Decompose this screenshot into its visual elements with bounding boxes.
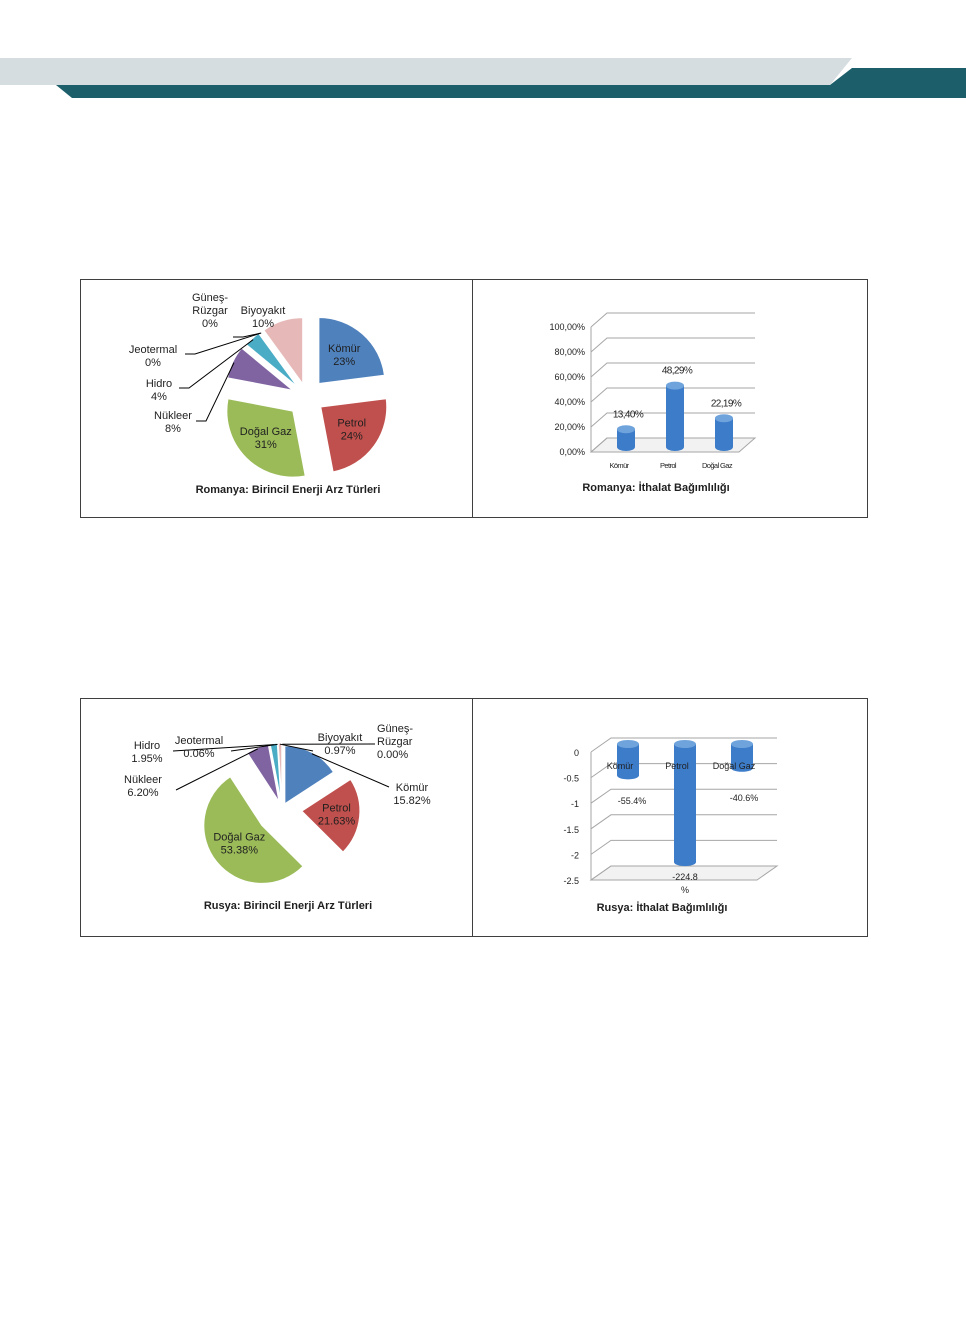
russia-bar-chart — [472, 699, 868, 938]
x-tick-label-petrol: Petrol — [665, 761, 689, 771]
bar-petrol — [666, 386, 684, 451]
bar-dogal-gaz-cap — [731, 740, 753, 748]
romania-bar-panel — [472, 280, 867, 517]
pie-label-dogal-gaz: Doğal Gaz 31% — [239, 426, 292, 452]
pie-label-petrol: Petrol 24% — [337, 417, 367, 443]
data-label-petrol: 48,29% — [661, 365, 693, 377]
bar-dogal-gaz-cap — [715, 414, 733, 422]
russia-pie-panel — [81, 699, 473, 936]
pie-label-biyoyakit: Biyoyakıt 10% — [240, 305, 286, 330]
romania-charts-box — [80, 279, 868, 518]
header-banner — [0, 58, 966, 98]
pie-title: Rusya: Birincil Enerji Arz Türleri — [203, 900, 373, 912]
romania-pie-chart — [81, 280, 472, 519]
bar-title: Romanya: İthalat Bağımlılığı — [582, 482, 730, 494]
x-tick-label-komur: Kömür — [609, 461, 629, 470]
pie-label-biyoyakit: Biyoyakıt 0.97% — [317, 732, 363, 757]
pie-label-nukleer: Nükleer 6.20% — [124, 774, 162, 799]
y-tick-label: -1 — [570, 799, 579, 810]
y-tick-label: -2.5 — [563, 876, 579, 886]
x-tick-label-dogal-gaz: Doğal Gaz — [712, 761, 756, 771]
pie-title: Romanya: Birincil Enerji Arz Türleri — [195, 484, 381, 496]
pie-label-jeotermal: Jeotermal 0.06% — [174, 735, 224, 760]
data-label-petrol: -224.8 % — [672, 872, 698, 895]
pie-label-hidro: Hidro 1.95% — [131, 740, 163, 765]
russia-pie-chart — [81, 699, 472, 938]
pie-label-komur: Kömür 15.82% — [393, 782, 431, 807]
x-tick-label-petrol: Petrol — [660, 461, 676, 470]
pie-label-gunes-ruzgar: Güneş-Rüzgar 0.00% — [377, 723, 414, 761]
bar-dogal-gaz — [715, 418, 733, 451]
x-tick-label-dogal-gaz: Doğal Gaz — [701, 461, 733, 470]
banner-dark-band — [56, 85, 966, 98]
romania-pie-panel — [81, 280, 473, 517]
data-label-komur: 13,40% — [612, 409, 644, 421]
bar-petrol-cap — [674, 740, 696, 748]
pie-label-jeotermal: Jeotermal 0% — [128, 344, 178, 369]
bar-petrol-cap — [666, 382, 684, 390]
y-tick-label: -1.5 — [563, 824, 579, 835]
y-tick-label: -0.5 — [563, 773, 579, 784]
pie-label-hidro: Hidro 4% — [145, 378, 173, 403]
y-tick-label: 0 — [573, 748, 579, 758]
russia-charts-box — [80, 698, 868, 937]
bar-komur-cap — [617, 740, 639, 748]
x-tick-label-komur: Kömür — [606, 761, 634, 771]
y-tick-label: -2 — [570, 850, 579, 861]
y-tick-label: 20,00% — [554, 422, 585, 432]
data-label-komur: -55.4% — [617, 796, 647, 806]
y-tick-label: 80,00% — [554, 347, 585, 357]
y-tick-label: 60,00% — [554, 372, 585, 382]
pie-label-komur: Kömür 23% — [328, 342, 361, 368]
pie-label-gunes-ruzgar: Güneş-Rüzgar 0% — [191, 292, 229, 330]
russia-bar-panel — [472, 699, 867, 936]
gridline — [591, 338, 755, 352]
banner-dark-wedge — [830, 68, 966, 85]
pie-label-petrol: Petrol 21.63% — [317, 802, 356, 828]
pie-label-nukleer: Nükleer 8% — [154, 410, 192, 435]
pie-label-dogal-gaz: Doğal Gaz 53.38% — [213, 831, 266, 857]
bar-title: Rusya: İthalat Bağımlılığı — [596, 902, 728, 914]
y-tick-label: 40,00% — [554, 397, 585, 407]
y-tick-label: 0,00% — [559, 447, 585, 457]
gridline — [591, 313, 755, 327]
romania-bar-chart — [472, 280, 868, 519]
data-label-dogal-gaz: -40.6% — [729, 793, 759, 803]
banner-light-band — [0, 58, 852, 85]
bar-komur-cap — [617, 425, 635, 433]
data-label-dogal-gaz: 22,19% — [710, 398, 742, 410]
y-tick-label: 100,00% — [549, 322, 585, 332]
